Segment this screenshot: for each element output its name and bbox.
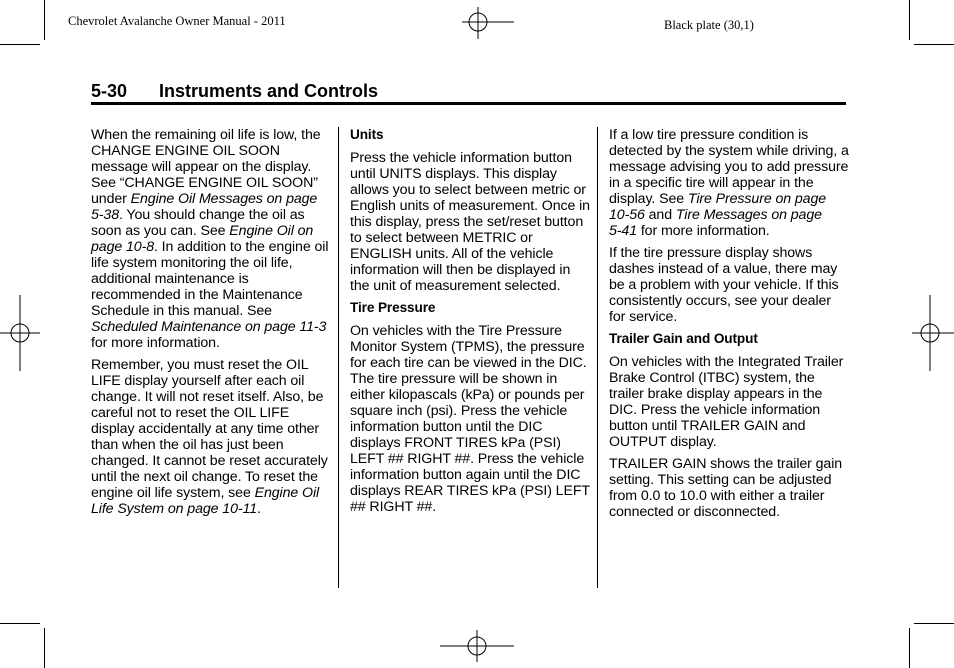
running-header-plate: Black plate (30,1) (664, 18, 754, 32)
cross-reference-link[interactable]: Scheduled Maintenance on page 11‑3 (91, 319, 327, 335)
cross-reference-link[interactable]: Tire Pressure on page 10‑56 (609, 191, 827, 223)
cross-reference-link[interactable]: Engine Oil on page 10‑8 (91, 223, 314, 255)
paragraph: TRAILER GAIN shows the trailer gain setting. This setting can be adjusted from 0.0 to 10.0 with either a trailer connected or disconnected. (609, 456, 843, 520)
text-run: . You should change the oil as soon as you can. See (91, 207, 305, 239)
cross-reference-link[interactable]: Tire Messages on page 5‑41 (609, 207, 822, 239)
column-1 (91, 127, 335, 523)
text-run: If a low tire pressure condition is detected by the system while driving, a message advising you to add pressure in a specific tire will appear in the display. See (609, 127, 849, 207)
column-2 (350, 127, 590, 521)
registration-mark-left-icon (0, 295, 40, 371)
running-header-title: Chevrolet Avalanche Owner Manual - 2011 (68, 14, 286, 28)
subheading-trailer-gain: Trailer Gain and Output (609, 331, 758, 346)
paragraph (609, 127, 849, 239)
cross-reference-link[interactable]: Engine Oil Messages on page 5‑38 (91, 191, 318, 223)
section-title: Instruments and Controls (159, 81, 379, 101)
page-number: 5-30 (91, 81, 128, 101)
paragraph: Press the vehicle information button until UNITS displays. This display allows you to select between metric or English units of measurement. Once in this display, press the set/reset button to select between METRIC or ENGLISH units. All of the vehicle information will then be displayed in the unit of measurement selected. (350, 150, 590, 294)
registration-mark-top-icon (462, 7, 514, 39)
paragraph (91, 357, 335, 517)
heading-rule (91, 102, 846, 105)
crop-mark-top-left-v (44, 0, 45, 40)
crop-mark-top-left-h (0, 44, 40, 45)
crop-mark-top-right-v (909, 0, 910, 40)
text-run: . In addition to the engine oil life system monitoring the oil life, additional maintenance is recommended in the Maintenance Schedule in this manual. See (91, 239, 329, 319)
crop-mark-top-right-h (914, 44, 954, 45)
text-run: Remember, you must reset the OIL LIFE display yourself after each oil change. It will not reset itself. Also, be careful not to reset the OIL LIFE display accidentally at any time other than when the oil has just been changed. It cannot be reset accurately until the next oil change. To reset the engine oil life system, see (91, 357, 328, 501)
column-divider (597, 127, 598, 588)
cross-reference-link[interactable]: Engine Oil Life System on page 10‑11 (91, 485, 320, 517)
paragraph (91, 127, 335, 351)
subheading-tire-pressure: Tire Pressure (350, 300, 436, 315)
text-run: for more information. (91, 335, 220, 351)
crop-mark-bottom-right-v (909, 628, 910, 668)
registration-mark-bottom-icon (440, 630, 514, 662)
paragraph: On vehicles with the Integrated Trailer Brake Control (ITBC) system, the trailer brake display appears in the DIC. Press the vehicle information button until TRAILER GAIN and OUTPUT display. (609, 354, 844, 450)
paragraph: If the tire pressure display shows dashes instead of a value, there may be a problem with your vehicle. If this consistently occurs, see your dealer for service. (609, 245, 839, 325)
subheading-units: Units (350, 127, 384, 142)
text-run: . (257, 501, 261, 517)
crop-mark-bottom-left-h (0, 623, 40, 624)
registration-mark-right-icon (912, 295, 954, 371)
column-3 (609, 127, 849, 526)
crop-mark-bottom-left-v (44, 628, 45, 668)
section-heading (91, 80, 846, 102)
crop-mark-bottom-right-h (914, 623, 954, 624)
text-run: When the remaining oil life is low, the CHANGE ENGINE OIL SOON message will appear on the display. See “CHANGE ENGINE OIL SOON” under (91, 127, 321, 207)
text-run: for more information. (637, 223, 770, 239)
paragraph: On vehicles with the Tire Pressure Monitor System (TPMS), the pressure for each tire can be viewed in the DIC. The tire pressure will be shown in either kilopascals (kPa) or pounds per square inch (psi). Press the vehicle information button until the DIC displays FRONT TIRES kPa (PSI) LEFT ## RIGHT ##. Press the vehicle information button again until the DIC displays REAR TIRES kPa (PSI) LEFT ## RIGHT ##. (350, 323, 590, 515)
column-divider (338, 127, 339, 588)
text-run: and (644, 207, 676, 223)
